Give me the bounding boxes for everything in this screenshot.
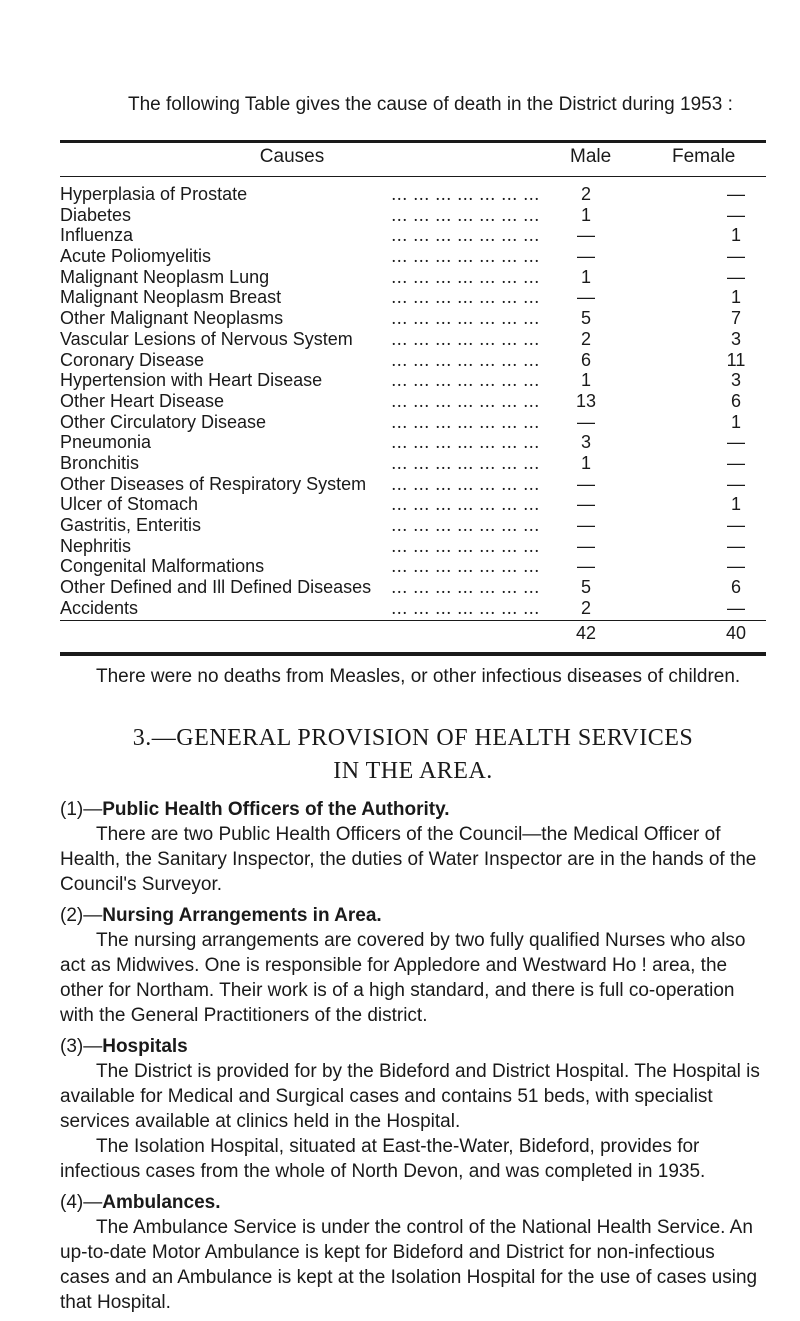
table-row: [60, 184, 766, 205]
male-cell: 2: [580, 328, 591, 349]
leader-dots: ... ... ... ... ... ... ...: [391, 204, 540, 225]
leader-dots: ... ... ... ... ... ... ...: [391, 535, 540, 556]
section-paragraph: There are two Public Health Officers of the Council—the Medical Officer of Health, the Sanitary Inspector, the duties of Water Inspector are in the hands of the Council's Surveyor.: [60, 824, 757, 895]
leader-dots: ... ... ... ... ... ... ...: [391, 556, 540, 577]
table-row: [60, 598, 766, 619]
cause-cell: Other Diseases of Respiratory System: [60, 473, 367, 494]
cause-cell: Other Malignant Neoplasms: [60, 308, 284, 329]
female-cell: —: [727, 184, 745, 204]
section-title-line: [60, 1190, 766, 1215]
total-male: 42: [575, 623, 597, 643]
male-cell: 13: [575, 390, 597, 411]
leader-dots: ... ... ... ... ... ... ...: [391, 266, 540, 287]
leader-dots: ... ... ... ... ... ... ...: [391, 287, 540, 308]
section-block: [60, 1190, 766, 1315]
female-cell: 6: [730, 577, 741, 598]
section-number: (3)—: [60, 1036, 103, 1057]
leader-dots: ... ... ... ... ... ... ...: [391, 452, 540, 473]
section-paragraph: The nursing arrangements are covered by two fully qualified Nurses who also act as Midwives. One is responsible for Appledore and Westward Ho ! area, the other for Northam. Their work is of a high standard, and there is full co-operation with the General Practitioners of the district.: [60, 930, 746, 1026]
female-cell: —: [727, 452, 745, 473]
leader-dots: ... ... ... ... ... ... ...: [391, 432, 540, 453]
section-title: Hospitals: [102, 1036, 188, 1057]
female-cell: 3: [730, 370, 741, 391]
table-row: [60, 515, 766, 536]
cause-cell: Hyperplasia of Prostate: [60, 184, 248, 204]
female-cell: —: [727, 432, 745, 453]
female-cell: —: [727, 473, 745, 494]
table-body: [60, 184, 766, 618]
table-row: [60, 350, 766, 371]
cause-cell: Pneumonia: [60, 432, 152, 453]
section-paragraph: The Isolation Hospital, situated at East-the-Water, Bideford, provides for infectious cases from the whole of North Devon, and was completed in 1935.: [60, 1136, 706, 1182]
after-table-note: There were no deaths from Measles, or other infectious diseases of children.: [96, 666, 741, 687]
table-row: [60, 494, 766, 515]
female-cell: —: [727, 515, 745, 535]
total-female: 40: [725, 623, 747, 643]
cause-cell: Congenital Malformations: [60, 556, 265, 577]
section-number: (1)—: [60, 799, 103, 820]
female-cell: 1: [730, 494, 741, 515]
cause-cell: Bronchitis: [60, 452, 140, 473]
table-row: [60, 536, 766, 557]
table-row: [60, 556, 766, 577]
section-heading: [60, 722, 766, 788]
leader-dots: ... ... ... ... ... ... ...: [391, 370, 540, 391]
header-male: Male: [570, 146, 612, 167]
cause-cell: Accidents: [60, 597, 139, 618]
male-cell: —: [577, 411, 595, 432]
female-cell: —: [727, 266, 745, 287]
cause-cell: Other Defined and Ill Defined Diseases: [60, 577, 372, 598]
section-block: [60, 903, 766, 1028]
cause-cell: Diabetes: [60, 204, 132, 225]
header-causes: Causes: [259, 146, 325, 167]
section-block: [60, 1034, 766, 1184]
male-cell: —: [577, 225, 595, 246]
male-cell: —: [577, 473, 595, 494]
male-cell: —: [577, 287, 595, 308]
cause-cell: Gastritis, Enteritis: [60, 515, 202, 535]
female-cell: 1: [730, 225, 741, 246]
male-cell: 2: [580, 597, 591, 618]
female-cell: 11: [726, 349, 746, 370]
leader-dots: ... ... ... ... ... ... ...: [391, 494, 540, 515]
male-cell: 3: [580, 432, 591, 453]
header-rule: [60, 176, 766, 177]
female-cell: 6: [730, 390, 741, 411]
male-cell: 5: [580, 308, 591, 329]
section-number: (2)—: [60, 905, 103, 926]
male-cell: 1: [580, 266, 591, 287]
table-bottom-rule: [60, 652, 766, 656]
female-cell: 3: [730, 328, 741, 349]
table-row: [60, 205, 766, 226]
female-cell: 7: [730, 308, 741, 329]
table-row: [60, 287, 766, 308]
male-cell: —: [577, 535, 595, 556]
leader-dots: ... ... ... ... ... ... ...: [391, 515, 540, 535]
table-row: [60, 577, 766, 598]
leader-dots: ... ... ... ... ... ... ...: [391, 328, 540, 349]
female-cell: —: [727, 597, 745, 618]
section-title: Ambulances.: [102, 1192, 221, 1213]
cause-cell: Nephritis: [60, 535, 132, 556]
table-row: [60, 267, 766, 288]
section-title: Public Health Officers of the Authority.: [102, 799, 450, 820]
table-row: [60, 308, 766, 329]
male-cell: 5: [580, 577, 591, 598]
totals-rule: [60, 620, 766, 621]
cause-cell: Hypertension with Heart Disease: [60, 370, 323, 391]
cause-cell: Ulcer of Stomach: [60, 494, 199, 515]
table-row: [60, 329, 766, 350]
male-cell: —: [577, 556, 595, 577]
table-header: [60, 146, 766, 176]
female-cell: 1: [730, 287, 741, 308]
cause-cell: Acute Poliomyelitis: [60, 246, 212, 267]
male-cell: —: [577, 494, 595, 515]
male-cell: 1: [580, 370, 591, 391]
table-row: [60, 412, 766, 433]
section-title-line: [60, 1034, 766, 1059]
leader-dots: ... ... ... ... ... ... ...: [391, 390, 540, 411]
female-cell: —: [727, 535, 745, 556]
male-cell: 2: [580, 184, 591, 204]
section-paragraph: The District is provided for by the Bideford and District Hospital. The Hospital is available for Medical and Surgical cases and contains 51 beds, with specialist services available at clinics held in the Hospital.: [60, 1061, 760, 1132]
leader-dots: ... ... ... ... ... ... ...: [391, 597, 540, 618]
male-cell: 1: [580, 452, 591, 473]
female-cell: 1: [730, 411, 741, 432]
cause-cell: Other Heart Disease: [60, 390, 225, 411]
cause-cell: Malignant Neoplasm Breast: [60, 287, 282, 308]
leader-dots: ... ... ... ... ... ... ...: [391, 308, 540, 329]
sections: [60, 797, 766, 1321]
female-cell: —: [727, 246, 745, 267]
cause-cell: Coronary Disease: [60, 349, 205, 370]
section-paragraph: The Ambulance Service is under the control of the National Health Service. An up-to-date Motor Ambulance is kept for Bideford and District for non-infectious cases and an Ambulance is kept at the Isolation Hospital for the use of cases using that Hospital.: [60, 1217, 758, 1313]
female-cell: —: [727, 204, 745, 225]
table-top-rule: [60, 140, 766, 143]
leader-dots: ... ... ... ... ... ... ...: [391, 225, 540, 246]
section-heading-line1: 3.—GENERAL PROVISION OF HEALTH SERVICES: [132, 725, 694, 751]
leader-dots: ... ... ... ... ... ... ...: [391, 473, 540, 494]
male-cell: 1: [580, 204, 591, 225]
intro-text: The following Table gives the cause of death in the District during 1953 :: [128, 94, 733, 115]
male-cell: —: [577, 515, 595, 535]
leader-dots: ... ... ... ... ... ... ...: [391, 349, 540, 370]
table-row: [60, 370, 766, 391]
female-cell: —: [727, 556, 745, 577]
leader-dots: ... ... ... ... ... ... ...: [391, 577, 540, 598]
leader-dots: ... ... ... ... ... ... ...: [391, 246, 540, 267]
cause-cell: Vascular Lesions of Nervous System: [60, 328, 353, 349]
cause-cell: Other Circulatory Disease: [60, 411, 267, 432]
section-title-line: [60, 903, 766, 928]
leader-dots: ... ... ... ... ... ... ...: [391, 411, 540, 432]
table-row: [60, 246, 766, 267]
table-row: [60, 474, 766, 495]
section-title: Nursing Arrangements in Area.: [102, 905, 382, 926]
male-cell: 6: [580, 349, 591, 370]
cause-cell: Influenza: [60, 225, 134, 246]
male-cell: —: [577, 246, 595, 267]
table-row: [60, 432, 766, 453]
cause-cell: Malignant Neoplasm Lung: [60, 266, 270, 287]
table-row: [60, 225, 766, 246]
table-row: [60, 391, 766, 412]
section-heading-line2: IN THE AREA.: [333, 758, 493, 784]
table-totals: [60, 623, 766, 649]
section-number: (4)—: [60, 1192, 103, 1213]
table-row: [60, 453, 766, 474]
section-title-line: [60, 797, 766, 822]
header-female: Female: [672, 146, 736, 167]
section-block: [60, 797, 766, 897]
leader-dots: ... ... ... ... ... ... ...: [391, 184, 540, 204]
